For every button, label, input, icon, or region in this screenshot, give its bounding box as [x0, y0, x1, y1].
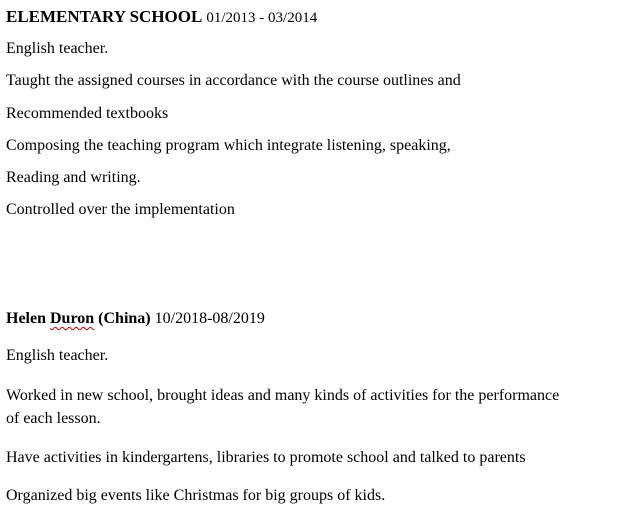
job1-dates: 01/2013 - 03/2014 [206, 10, 318, 26]
job1-duty-line: Recommended textbooks [6, 105, 169, 122]
job2-dates: 10/2018-08/2019 [154, 310, 265, 327]
job1-duty-line: Taught the assigned courses in accordance with the course outlines and [6, 72, 461, 89]
job1-duty-line: Composing the teaching program which integrate listening, speaking, [6, 137, 451, 154]
job2-paragraph: Have activities in kindergartens, libraries to promote school and talked to parents [6, 449, 526, 466]
job2-name-suffix: (China) [98, 310, 151, 327]
job2-paragraph: Worked in new school, brought ideas and many kinds of activities for the performance of each lesson. [6, 387, 560, 427]
job1-heading [6, 7, 317, 28]
job1-duty-line: Reading and writing. [6, 169, 141, 186]
job2-heading [6, 309, 265, 329]
job2-role: English teacher. [6, 347, 109, 364]
job1-role: English teacher. [6, 40, 109, 57]
job2-paragraph: Organized big events like Christmas for big groups of kids. [6, 487, 386, 504]
job1-employer: ELEMENTARY SCHOOL [6, 7, 203, 26]
job2-name-first: Helen [6, 310, 46, 327]
job1-duty-line: Controlled over the implementation [6, 201, 235, 218]
job2-name-last: Duron [50, 310, 95, 327]
